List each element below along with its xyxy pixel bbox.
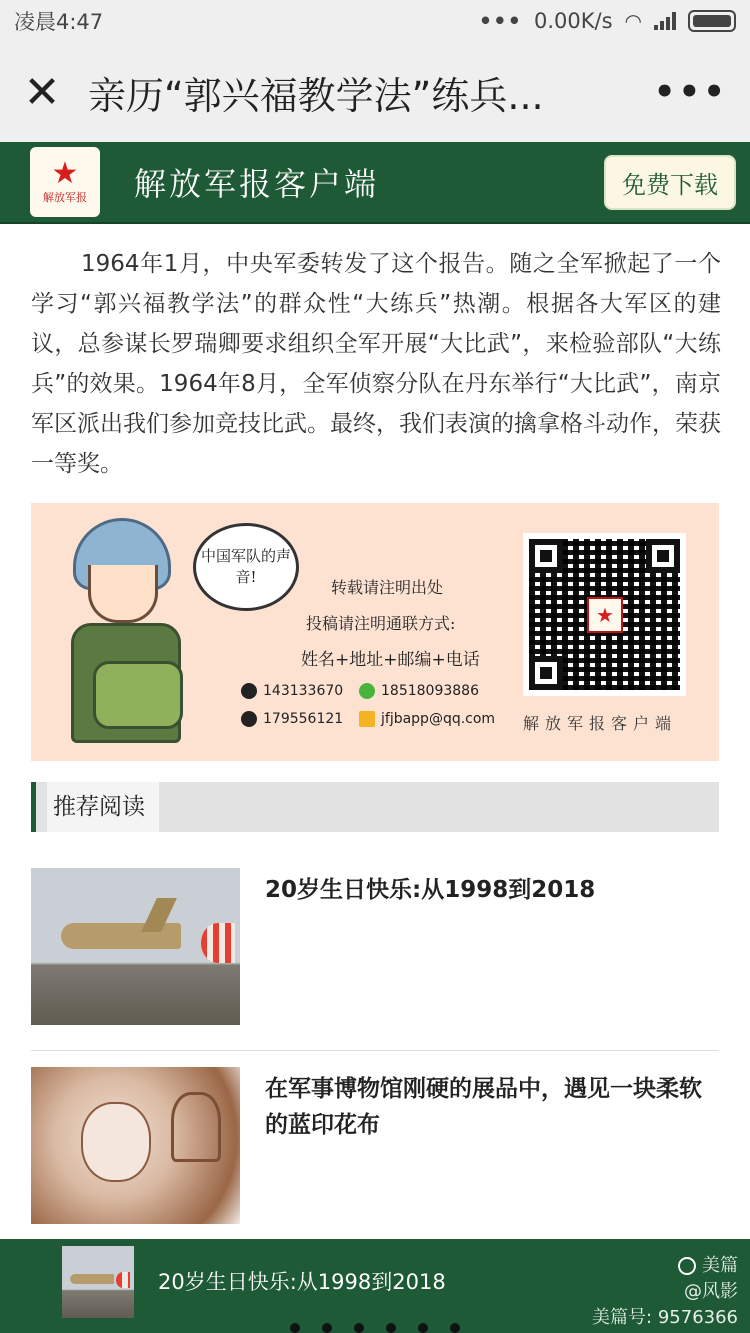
author: @风影 (684, 1281, 738, 1302)
speech-bubble: 中国军队的声音! (193, 523, 299, 611)
app-name: 解放军报客户端 (134, 165, 380, 203)
newspaper-logo (30, 147, 100, 217)
meipian-id: 美篇号: 9576366 (592, 1307, 738, 1328)
sketch-thumbnail (31, 1067, 240, 1224)
contact-qq-2 (241, 711, 343, 727)
recommend-header (31, 782, 719, 832)
red-star-icon: ★ (51, 156, 79, 191)
battery-icon (688, 10, 736, 32)
bottom-thumbnail (62, 1246, 134, 1318)
bottom-bar[interactable] (0, 1239, 750, 1333)
article-paragraph: 1964年1月，中央军委转发了这个报告。随之全军掀起了一个学习“郭兴福教学法”的群众性“大练兵”热潮。根据各大军区的建议，总参谋长罗瑞卿要求组织全军开展“大比武”，来检验部队“大练兵”的效果。1964年8月，全军侦察分队在丹东举行“大比武”，南京军区派出我们参加竞技比武。最终，我们表演的擒拿格斗动作，荣获一等奖。 (31, 251, 721, 477)
qq-icon (241, 683, 257, 699)
red-star-icon: ★ (587, 597, 623, 633)
brand-name: 美篇 (702, 1255, 738, 1276)
recommend-heading: 推荐阅读 (47, 782, 159, 832)
soldier-bag (93, 661, 183, 729)
wechat-icon (359, 683, 375, 699)
page-title: 亲历“郭兴福教学法”练兵... (88, 73, 544, 118)
qr-corner (529, 539, 563, 573)
logo-text: 解放军报 (43, 191, 87, 204)
more-options-icon[interactable]: ••• (653, 72, 728, 112)
nav-bar (0, 42, 750, 142)
ad-note-submit: 投稿请注明通联方式: (306, 614, 456, 633)
mail-icon (359, 711, 375, 727)
list-item[interactable] (31, 868, 719, 1025)
divider (31, 1050, 719, 1051)
promo-image (31, 503, 719, 761)
ad-note-fields: 姓名+地址+邮编+电话 (301, 650, 480, 670)
qq-icon (241, 711, 257, 727)
qr-pattern (529, 539, 680, 690)
soldier-face (88, 565, 158, 623)
contact-wechat (359, 683, 479, 699)
meipian-brand (592, 1253, 738, 1331)
status-right (479, 9, 736, 33)
net-speed: 0.00K/s (534, 9, 613, 33)
ad-footer: 解放军报客户端 (523, 714, 678, 733)
qr-corner (529, 656, 563, 690)
ad-note-reprint: 转载请注明出处 (331, 578, 444, 597)
status-time: 凌晨4:47 (14, 10, 104, 34)
wifi-icon: ◠ (624, 9, 642, 33)
qr-code (523, 533, 686, 696)
jet-thumbnail (31, 868, 240, 1025)
contact-email (359, 711, 495, 727)
wechat-number: 18518093886 (381, 683, 479, 699)
qq-number-2: 179556121 (263, 711, 344, 727)
contact-qq-1 (241, 683, 343, 699)
close-icon[interactable]: ✕ (23, 66, 61, 118)
signal-icon (654, 12, 676, 30)
qq-number-1: 143133670 (263, 683, 344, 699)
bottom-title[interactable]: 20岁生日快乐:从1998到2018 (158, 1270, 446, 1294)
qr-corner (646, 539, 680, 573)
notification-dots-icon: ••• (478, 9, 522, 33)
email-address: jfjbapp@qq.com (381, 711, 496, 727)
list-item[interactable] (31, 1067, 719, 1224)
download-button[interactable]: 免费下载 (604, 155, 736, 210)
status-bar (0, 0, 750, 42)
app-banner[interactable] (0, 142, 750, 224)
pager-dots (290, 1323, 460, 1333)
accent-bar (31, 782, 36, 832)
item-title[interactable]: 在军事博物馆刚硬的展品中，遇见一块柔软的蓝印花布 (265, 1076, 702, 1138)
meipian-logo-icon (678, 1257, 696, 1275)
item-title[interactable]: 20岁生日快乐:从1998到2018 (265, 877, 596, 903)
